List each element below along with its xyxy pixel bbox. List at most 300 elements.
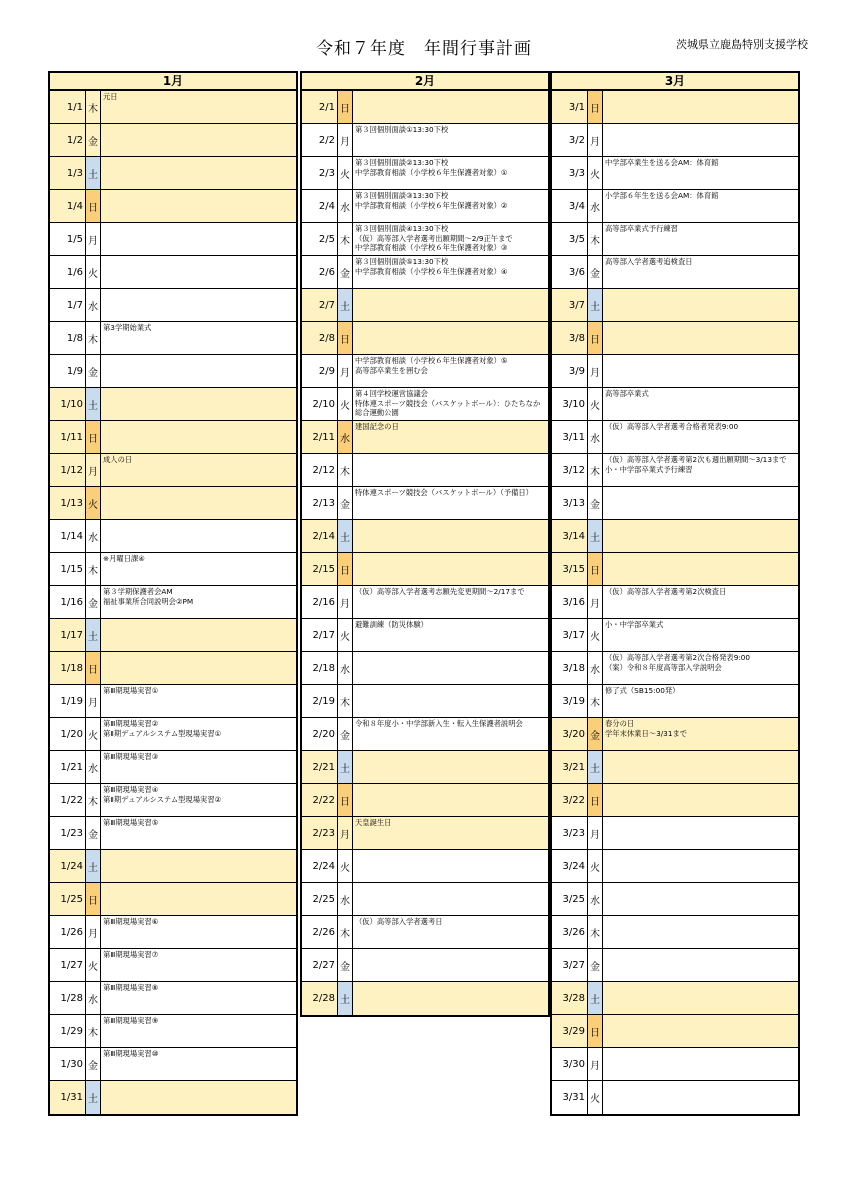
day-weekday: 土 bbox=[588, 751, 603, 783]
day-event: 第Ⅲ期現場実習② 第Ⅱ期デュアルシステム型現場実習① bbox=[103, 719, 222, 738]
day-row bbox=[50, 619, 296, 652]
day-weekday: 木 bbox=[588, 454, 603, 486]
day-weekday: 日 bbox=[588, 784, 603, 816]
day-event: 避難訓練（防災体験） bbox=[355, 620, 428, 629]
day-event bbox=[101, 289, 296, 321]
day-row bbox=[302, 553, 548, 586]
day-weekday: 火 bbox=[86, 949, 101, 981]
day-date: 1/3 bbox=[50, 157, 86, 189]
day-event: 建国記念の日 bbox=[355, 422, 399, 431]
day-date: 1/18 bbox=[50, 652, 86, 684]
day-event: 中学部教育相談（小学校６年生保護者対象）⑤ 高等部卒業生を囲む会 bbox=[355, 356, 508, 375]
day-event: 中学部卒業生を送る会AM：体育館 bbox=[605, 158, 719, 167]
day-row bbox=[50, 1081, 296, 1114]
day-row bbox=[552, 1081, 798, 1114]
day-event bbox=[353, 520, 548, 552]
day-weekday: 火 bbox=[588, 388, 603, 420]
day-date: 2/26 bbox=[302, 916, 338, 948]
day-event bbox=[353, 850, 548, 882]
day-weekday: 金 bbox=[588, 718, 603, 750]
day-date: 1/31 bbox=[50, 1081, 86, 1114]
day-date: 1/10 bbox=[50, 388, 86, 420]
day-row bbox=[50, 1048, 296, 1081]
day-row bbox=[552, 949, 798, 982]
day-date: 2/11 bbox=[302, 421, 338, 453]
day-date: 2/19 bbox=[302, 685, 338, 717]
day-weekday: 火 bbox=[86, 256, 101, 288]
day-row bbox=[50, 157, 296, 190]
day-date: 3/9 bbox=[552, 355, 588, 387]
day-weekday: 日 bbox=[86, 652, 101, 684]
day-date: 1/9 bbox=[50, 355, 86, 387]
day-date: 3/6 bbox=[552, 256, 588, 288]
day-weekday: 水 bbox=[338, 652, 353, 684]
day-date: 2/14 bbox=[302, 520, 338, 552]
day-weekday: 木 bbox=[86, 91, 101, 123]
day-event bbox=[101, 487, 296, 519]
day-event: 小・中学部卒業式 bbox=[605, 620, 664, 629]
day-event: ※月曜日課④ bbox=[103, 554, 145, 563]
day-weekday: 金 bbox=[338, 487, 353, 519]
page-title: 令和７年度 年間行事計画 bbox=[316, 39, 532, 59]
day-date: 3/16 bbox=[552, 586, 588, 618]
day-weekday: 日 bbox=[86, 883, 101, 915]
day-weekday: 金 bbox=[588, 487, 603, 519]
day-row bbox=[552, 91, 798, 124]
day-weekday: 火 bbox=[588, 850, 603, 882]
day-row bbox=[302, 751, 548, 784]
day-weekday: 水 bbox=[338, 421, 353, 453]
day-date: 3/28 bbox=[552, 982, 588, 1014]
day-date: 3/5 bbox=[552, 223, 588, 255]
day-date: 1/4 bbox=[50, 190, 86, 222]
day-row bbox=[50, 751, 296, 784]
day-event bbox=[101, 124, 296, 156]
day-date: 3/12 bbox=[552, 454, 588, 486]
day-weekday: 火 bbox=[338, 157, 353, 189]
day-date: 1/30 bbox=[50, 1048, 86, 1080]
day-row bbox=[50, 982, 296, 1015]
day-weekday: 金 bbox=[86, 817, 101, 849]
day-weekday: 水 bbox=[86, 289, 101, 321]
day-event bbox=[101, 157, 296, 189]
day-weekday: 月 bbox=[86, 454, 101, 486]
day-date: 1/7 bbox=[50, 289, 86, 321]
day-event: 第Ⅲ期現場実習⑦ bbox=[103, 950, 159, 959]
day-event bbox=[603, 916, 798, 948]
day-event bbox=[603, 1048, 798, 1080]
day-date: 1/6 bbox=[50, 256, 86, 288]
day-date: 1/11 bbox=[50, 421, 86, 453]
day-event: 高等部卒業式予行練習 bbox=[605, 224, 678, 233]
day-date: 3/13 bbox=[552, 487, 588, 519]
day-row bbox=[552, 586, 798, 619]
day-event: 第３回個別面談①13:30下校 bbox=[355, 125, 449, 134]
day-weekday: 水 bbox=[338, 190, 353, 222]
day-event: 第3学期始業式 bbox=[103, 323, 152, 332]
day-row bbox=[552, 784, 798, 817]
day-date: 1/8 bbox=[50, 322, 86, 354]
day-event: 第Ⅲ期現場実習⑧ bbox=[103, 983, 159, 992]
day-event bbox=[603, 355, 798, 387]
day-row bbox=[302, 256, 548, 289]
day-weekday: 金 bbox=[338, 256, 353, 288]
day-row bbox=[302, 586, 548, 619]
day-weekday: 火 bbox=[588, 157, 603, 189]
day-date: 1/23 bbox=[50, 817, 86, 849]
day-date: 3/19 bbox=[552, 685, 588, 717]
day-weekday: 金 bbox=[338, 949, 353, 981]
day-row bbox=[302, 817, 548, 850]
day-weekday: 月 bbox=[588, 355, 603, 387]
day-event: 第Ⅲ期現場実習③ bbox=[103, 752, 159, 761]
day-event bbox=[353, 883, 548, 915]
day-date: 1/15 bbox=[50, 553, 86, 585]
day-event: （仮）高等部入学者選考志願先変更期間～2/17まで bbox=[355, 587, 525, 596]
month-header: 2月 bbox=[302, 73, 548, 91]
day-event: 第Ⅲ期現場実習⑩ bbox=[103, 1049, 159, 1058]
day-row bbox=[50, 322, 296, 355]
day-event: 修了式（SB15:00発） bbox=[605, 686, 680, 695]
day-row bbox=[552, 421, 798, 454]
day-row bbox=[552, 388, 798, 421]
day-event: 特体連スポーツ競技会（バスケットボール）（予備日） bbox=[355, 488, 533, 497]
day-row bbox=[552, 883, 798, 916]
day-date: 3/23 bbox=[552, 817, 588, 849]
day-weekday: 土 bbox=[588, 982, 603, 1014]
day-event bbox=[603, 751, 798, 783]
day-row bbox=[552, 520, 798, 553]
day-event bbox=[353, 982, 548, 1015]
day-row bbox=[302, 850, 548, 883]
day-date: 2/17 bbox=[302, 619, 338, 651]
day-weekday: 月 bbox=[588, 586, 603, 618]
day-row bbox=[552, 1015, 798, 1048]
day-date: 1/19 bbox=[50, 685, 86, 717]
day-date: 1/21 bbox=[50, 751, 86, 783]
day-weekday: 金 bbox=[588, 949, 603, 981]
day-event: （仮）高等部入学者選考第2次も週出願期間～3/13まで 小・中学部卒業式予行練習 bbox=[605, 455, 787, 474]
day-row bbox=[50, 586, 296, 619]
day-date: 2/18 bbox=[302, 652, 338, 684]
day-weekday: 月 bbox=[588, 1048, 603, 1080]
day-row bbox=[552, 685, 798, 718]
day-date: 1/1 bbox=[50, 91, 86, 123]
day-date: 3/21 bbox=[552, 751, 588, 783]
day-date: 1/26 bbox=[50, 916, 86, 948]
day-row bbox=[50, 91, 296, 124]
day-weekday: 水 bbox=[588, 421, 603, 453]
day-date: 3/17 bbox=[552, 619, 588, 651]
day-row bbox=[302, 124, 548, 157]
day-row bbox=[50, 190, 296, 223]
day-event bbox=[603, 817, 798, 849]
day-row bbox=[302, 652, 548, 685]
day-weekday: 日 bbox=[588, 322, 603, 354]
day-event bbox=[101, 883, 296, 915]
day-weekday: 火 bbox=[588, 619, 603, 651]
day-row bbox=[552, 355, 798, 388]
day-date: 2/23 bbox=[302, 817, 338, 849]
day-date: 2/21 bbox=[302, 751, 338, 783]
day-date: 2/13 bbox=[302, 487, 338, 519]
day-weekday: 土 bbox=[86, 619, 101, 651]
day-date: 3/27 bbox=[552, 949, 588, 981]
day-event bbox=[101, 850, 296, 882]
day-weekday: 日 bbox=[588, 553, 603, 585]
day-weekday: 火 bbox=[338, 850, 353, 882]
day-event: 第３回個別面談③13:30下校 中学部教育相談（小学校６年生保護者対象）② bbox=[355, 191, 508, 210]
day-date: 3/26 bbox=[552, 916, 588, 948]
day-event: 高等部卒業式 bbox=[605, 389, 649, 398]
day-row bbox=[50, 454, 296, 487]
day-weekday: 火 bbox=[86, 718, 101, 750]
day-weekday: 月 bbox=[338, 124, 353, 156]
day-date: 2/5 bbox=[302, 223, 338, 255]
day-row bbox=[302, 322, 548, 355]
day-date: 3/11 bbox=[552, 421, 588, 453]
day-weekday: 木 bbox=[338, 454, 353, 486]
day-date: 2/16 bbox=[302, 586, 338, 618]
day-event: 第Ⅲ期現場実習⑥ bbox=[103, 917, 159, 926]
month-column-february bbox=[300, 71, 550, 1017]
day-weekday: 土 bbox=[588, 520, 603, 552]
day-row bbox=[50, 883, 296, 916]
day-row bbox=[302, 355, 548, 388]
day-date: 2/3 bbox=[302, 157, 338, 189]
day-weekday: 水 bbox=[588, 883, 603, 915]
day-event: 第３学期保護者会AM 福祉事業所合同説明会②PM bbox=[103, 587, 194, 606]
month-column-march bbox=[550, 71, 800, 1116]
day-date: 1/2 bbox=[50, 124, 86, 156]
day-event bbox=[603, 949, 798, 981]
day-row bbox=[50, 553, 296, 586]
day-row bbox=[552, 817, 798, 850]
day-weekday: 日 bbox=[338, 784, 353, 816]
day-weekday: 月 bbox=[86, 223, 101, 255]
day-date: 1/29 bbox=[50, 1015, 86, 1047]
day-weekday: 月 bbox=[588, 124, 603, 156]
day-weekday: 土 bbox=[86, 850, 101, 882]
month-header: 3月 bbox=[552, 73, 798, 91]
day-event: （仮）高等部入学者選考日 bbox=[355, 917, 443, 926]
day-row bbox=[302, 91, 548, 124]
day-row bbox=[50, 784, 296, 817]
day-weekday: 火 bbox=[86, 487, 101, 519]
day-weekday: 金 bbox=[86, 124, 101, 156]
day-weekday: 金 bbox=[86, 1048, 101, 1080]
day-event: 第３回個別面談②13:30下校 中学部教育相談（小学校６年生保護者対象）① bbox=[355, 158, 508, 177]
day-row bbox=[50, 124, 296, 157]
day-row bbox=[50, 850, 296, 883]
day-event bbox=[353, 751, 548, 783]
day-row bbox=[302, 223, 548, 256]
day-event bbox=[353, 322, 548, 354]
day-weekday: 土 bbox=[338, 982, 353, 1015]
day-row bbox=[50, 388, 296, 421]
day-event bbox=[101, 520, 296, 552]
day-date: 3/20 bbox=[552, 718, 588, 750]
day-event bbox=[101, 1081, 296, 1114]
day-date: 3/2 bbox=[552, 124, 588, 156]
day-event: 第４回学校運営協議会 特体連スポーツ競技会（バスケットボール）：ひたちなか総合運動公園 bbox=[355, 389, 541, 417]
day-event: 第３回個別面談⑤13:30下校 中学部教育相談（小学校６年生保護者対象）④ bbox=[355, 257, 508, 276]
day-event: 第Ⅲ期現場実習⑤ bbox=[103, 818, 159, 827]
day-event bbox=[603, 982, 798, 1014]
day-date: 2/25 bbox=[302, 883, 338, 915]
day-weekday: 木 bbox=[588, 223, 603, 255]
day-row bbox=[302, 421, 548, 454]
day-event: 第３回個別面談④13:30下校 （仮）高等部入学者選考出願期間～2/9正午まで 中学部教育相談（小学校６年生保護者対象）③ bbox=[355, 224, 513, 252]
day-date: 2/9 bbox=[302, 355, 338, 387]
day-date: 3/3 bbox=[552, 157, 588, 189]
day-date: 1/12 bbox=[50, 454, 86, 486]
day-row bbox=[302, 289, 548, 322]
day-weekday: 水 bbox=[338, 883, 353, 915]
day-event bbox=[603, 553, 798, 585]
day-weekday: 月 bbox=[86, 685, 101, 717]
day-date: 2/2 bbox=[302, 124, 338, 156]
day-row bbox=[552, 1048, 798, 1081]
day-weekday: 日 bbox=[588, 1015, 603, 1047]
day-row bbox=[50, 652, 296, 685]
day-date: 3/18 bbox=[552, 652, 588, 684]
day-date: 3/7 bbox=[552, 289, 588, 321]
day-weekday: 木 bbox=[338, 916, 353, 948]
day-event: （仮）高等部入学者選考第2次検査日 bbox=[605, 587, 727, 596]
day-date: 2/24 bbox=[302, 850, 338, 882]
day-row bbox=[302, 916, 548, 949]
day-weekday: 木 bbox=[86, 553, 101, 585]
day-weekday: 木 bbox=[86, 322, 101, 354]
day-weekday: 木 bbox=[588, 685, 603, 717]
day-event bbox=[101, 652, 296, 684]
day-row bbox=[50, 1015, 296, 1048]
day-row bbox=[50, 718, 296, 751]
day-row bbox=[552, 256, 798, 289]
day-date: 2/22 bbox=[302, 784, 338, 816]
day-weekday: 水 bbox=[588, 652, 603, 684]
day-event bbox=[101, 619, 296, 651]
day-row bbox=[50, 421, 296, 454]
day-event bbox=[603, 850, 798, 882]
day-weekday: 月 bbox=[86, 916, 101, 948]
day-date: 2/7 bbox=[302, 289, 338, 321]
day-weekday: 日 bbox=[86, 421, 101, 453]
day-row bbox=[302, 949, 548, 982]
day-date: 1/27 bbox=[50, 949, 86, 981]
day-event: 天皇誕生日 bbox=[355, 818, 392, 827]
day-date: 1/5 bbox=[50, 223, 86, 255]
day-weekday: 木 bbox=[86, 784, 101, 816]
day-event bbox=[101, 421, 296, 453]
day-event: 成人の日 bbox=[103, 455, 133, 464]
day-date: 3/15 bbox=[552, 553, 588, 585]
day-event: 第Ⅲ期現場実習① bbox=[103, 686, 159, 695]
day-event bbox=[353, 652, 548, 684]
day-row bbox=[302, 883, 548, 916]
day-row bbox=[302, 982, 548, 1015]
day-event bbox=[353, 784, 548, 816]
day-row bbox=[302, 685, 548, 718]
day-weekday: 土 bbox=[86, 388, 101, 420]
day-event bbox=[603, 784, 798, 816]
day-event bbox=[603, 91, 798, 123]
day-weekday: 土 bbox=[338, 520, 353, 552]
month-rows bbox=[302, 91, 548, 1015]
month-column-january bbox=[48, 71, 298, 1116]
day-date: 2/15 bbox=[302, 553, 338, 585]
day-event: 元日 bbox=[103, 92, 118, 101]
day-row bbox=[302, 619, 548, 652]
day-row bbox=[302, 718, 548, 751]
day-event: （仮）高等部入学者選考第2次合格発表9:00 （案）令和８年度高等部入学説明会 bbox=[605, 653, 751, 672]
day-event bbox=[353, 553, 548, 585]
day-row bbox=[302, 454, 548, 487]
day-weekday: 金 bbox=[86, 355, 101, 387]
day-row bbox=[50, 949, 296, 982]
day-date: 3/24 bbox=[552, 850, 588, 882]
day-weekday: 月 bbox=[338, 586, 353, 618]
day-event bbox=[353, 289, 548, 321]
day-event bbox=[353, 949, 548, 981]
day-date: 1/17 bbox=[50, 619, 86, 651]
day-event bbox=[603, 883, 798, 915]
day-event: 春分の日 学年末休業日～3/31まで bbox=[605, 719, 688, 738]
day-row bbox=[50, 289, 296, 322]
day-event bbox=[353, 91, 548, 123]
day-event bbox=[603, 322, 798, 354]
day-row bbox=[552, 751, 798, 784]
day-row bbox=[552, 454, 798, 487]
day-weekday: 水 bbox=[86, 982, 101, 1014]
day-event: 小学部６年生を送る会AM：体育館 bbox=[605, 191, 719, 200]
day-date: 1/28 bbox=[50, 982, 86, 1014]
day-weekday: 木 bbox=[588, 916, 603, 948]
month-rows bbox=[552, 91, 798, 1114]
day-date: 2/1 bbox=[302, 91, 338, 123]
day-event bbox=[353, 454, 548, 486]
day-row bbox=[552, 124, 798, 157]
day-row bbox=[552, 322, 798, 355]
day-weekday: 火 bbox=[338, 388, 353, 420]
day-event: 令和８年度小・中学部新入生・転入生保護者説明会 bbox=[355, 719, 523, 728]
day-date: 1/13 bbox=[50, 487, 86, 519]
day-date: 3/25 bbox=[552, 883, 588, 915]
day-weekday: 木 bbox=[338, 685, 353, 717]
day-date: 2/6 bbox=[302, 256, 338, 288]
day-weekday: 月 bbox=[338, 355, 353, 387]
day-row bbox=[552, 652, 798, 685]
day-row bbox=[50, 520, 296, 553]
day-date: 3/30 bbox=[552, 1048, 588, 1080]
day-weekday: 日 bbox=[338, 91, 353, 123]
day-date: 1/25 bbox=[50, 883, 86, 915]
day-row bbox=[302, 190, 548, 223]
day-row bbox=[552, 157, 798, 190]
month-header: 1月 bbox=[50, 73, 296, 91]
day-date: 2/12 bbox=[302, 454, 338, 486]
day-event bbox=[603, 124, 798, 156]
day-weekday: 木 bbox=[338, 223, 353, 255]
day-weekday: 土 bbox=[86, 157, 101, 189]
day-row bbox=[50, 487, 296, 520]
day-row bbox=[552, 289, 798, 322]
day-event: 第Ⅲ期現場実習⑨ bbox=[103, 1016, 159, 1025]
day-row bbox=[50, 685, 296, 718]
day-weekday: 月 bbox=[338, 817, 353, 849]
day-row bbox=[552, 553, 798, 586]
